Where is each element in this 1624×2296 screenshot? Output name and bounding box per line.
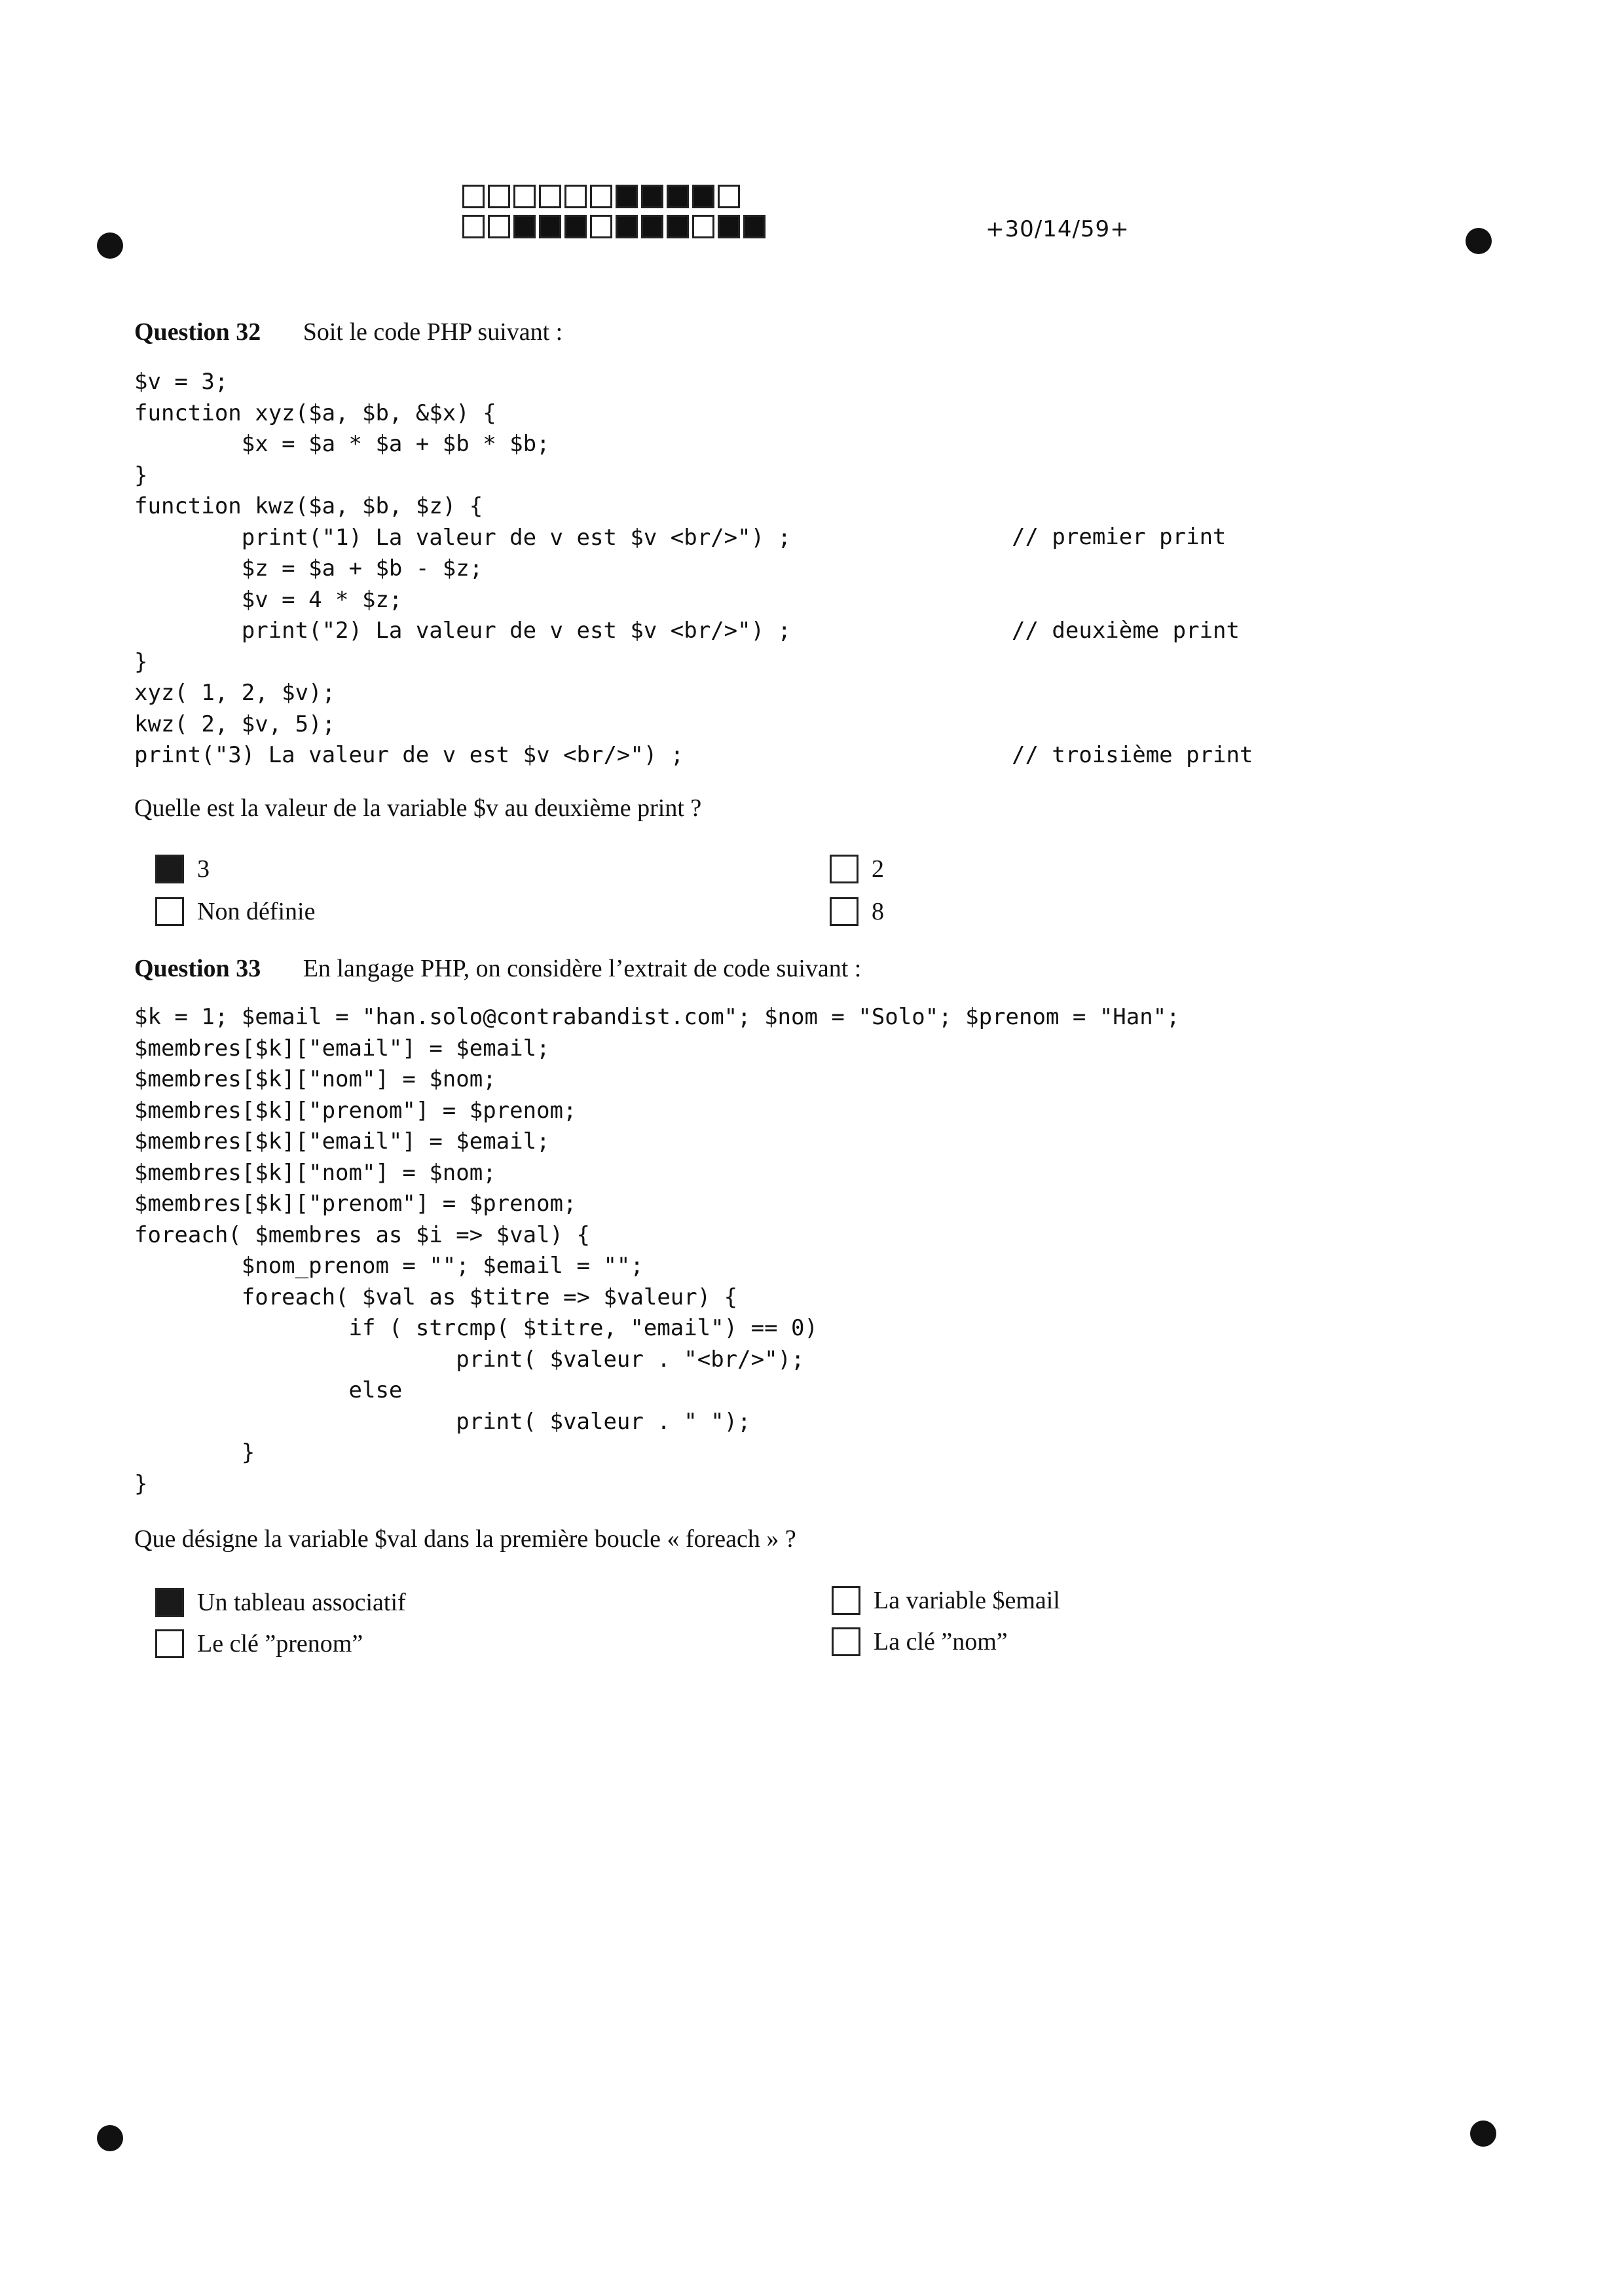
- barcode-cell: [743, 215, 766, 238]
- barcode-cell: [616, 185, 638, 208]
- barcode-cell: [513, 185, 536, 208]
- barcode-cell: [462, 185, 485, 208]
- barcode-cell: [564, 185, 587, 208]
- barcode-cell: [692, 185, 714, 208]
- option-label: Un tableau associatif: [197, 1589, 406, 1616]
- registration-mark-top-left: [97, 232, 123, 259]
- checkbox[interactable]: [832, 1627, 860, 1656]
- question-number: Question 33: [134, 955, 261, 982]
- checkbox[interactable]: [155, 1629, 184, 1658]
- barcode-cell: [564, 215, 587, 238]
- question-number: Question 32: [134, 318, 261, 346]
- q32-code-block: $v = 3; function xyz($a, $b, &$x) { $x = $a * $a + $b * $b; } function kwz($a, $b, $z) { print("1) La valeur de v est $v <br/>") ; $z = $a + $b - $z; $v = 4 * $z; print("2) La valeur de v est $v <br/>") ; } xyz( 1, 2, $v); kwz( 2, $v, 5); print("3) La valeur de v est $v <br/>") ;: [134, 369, 792, 768]
- comment-premier-print: // premier print: [1012, 524, 1227, 550]
- q33-code-block: $k = 1; $email = "han.solo@contrabandist.com"; $nom = "Solo"; $prenom = "Han"; $membres[$k]["email"] = $email; $membres[$k]["nom"] = $nom; $membres[$k]["prenom"] = $prenom; $membres[$k]["email"] = $email; $membres[$k]["nom"] = $nom; $membres[$k]["prenom"] = $prenom; foreach( $membres as $i => $val) { $nom_prenom = ""; $email = ""; foreach( $val as $titre => $valeur) { if ( strcmp( $titre, "email") == 0) print( $valeur . "<br/>"); else print( $valeur . " "); } }: [134, 1004, 1180, 1497]
- checkbox[interactable]: [830, 855, 858, 883]
- barcode-cell: [667, 185, 689, 208]
- barcode-cell: [488, 215, 510, 238]
- barcode-cell: [462, 215, 485, 238]
- checkbox[interactable]: [155, 855, 184, 883]
- barcode-cell: [616, 215, 638, 238]
- q33-option-variable-email[interactable]: [832, 1586, 1060, 1615]
- question-text: Soit le code PHP suivant :: [303, 318, 563, 346]
- checkbox[interactable]: [155, 1588, 184, 1617]
- barcode-cell: [718, 185, 740, 208]
- barcode-cell: [590, 185, 612, 208]
- barcode-cell: [539, 185, 561, 208]
- option-label: 2: [872, 855, 884, 883]
- option-label: La variable $email: [874, 1587, 1060, 1614]
- q33-option-cle-nom[interactable]: [832, 1627, 1008, 1656]
- option-label: 3: [197, 855, 210, 883]
- q33-option-cle-prenom[interactable]: [155, 1629, 363, 1658]
- barcode-cell: [692, 215, 714, 238]
- q32-option-non-definie[interactable]: [155, 897, 315, 926]
- question-text: En langage PHP, on considère l’extrait de code suivant :: [303, 955, 862, 982]
- option-label: 8: [872, 898, 884, 925]
- question-32-header: [134, 318, 563, 346]
- registration-mark-bottom-left: [97, 2125, 123, 2151]
- q32-option-8[interactable]: [830, 897, 884, 926]
- question-33-header: [134, 954, 861, 983]
- barcode-cell: [641, 185, 663, 208]
- comment-deuxieme-print: // deuxième print: [1012, 618, 1240, 644]
- option-label: La clé ”nom”: [874, 1628, 1008, 1656]
- comment-troisieme-print: // troisième print: [1012, 742, 1253, 768]
- barcode-cell: [488, 185, 510, 208]
- barcode-cell: [539, 215, 561, 238]
- checkbox[interactable]: [830, 897, 858, 926]
- barcode-cell: [590, 215, 612, 238]
- barcode-cell: [718, 215, 740, 238]
- barcode-row-1: [462, 185, 743, 208]
- q32-option-2[interactable]: [830, 855, 884, 883]
- barcode-cell: [667, 215, 689, 238]
- option-label: Non définie: [197, 898, 316, 925]
- q32-prompt: Quelle est la valeur de la variable $v au deuxième print ?: [134, 794, 702, 822]
- q32-option-3[interactable]: [155, 855, 210, 883]
- barcode-row-2: [462, 215, 769, 238]
- checkbox[interactable]: [155, 897, 184, 926]
- registration-mark-bottom-right: [1470, 2120, 1496, 2147]
- q33-prompt: Que désigne la variable $val dans la première boucle « foreach » ?: [134, 1525, 796, 1553]
- option-label: Le clé ”prenom”: [197, 1630, 363, 1657]
- registration-mark-top-right: [1466, 228, 1492, 254]
- q33-option-tableau-associatif[interactable]: [155, 1588, 406, 1617]
- checkbox[interactable]: [832, 1586, 860, 1615]
- barcode-cell: [641, 215, 663, 238]
- barcode-cell: [513, 215, 536, 238]
- page-id: +30/14/59+: [986, 216, 1130, 242]
